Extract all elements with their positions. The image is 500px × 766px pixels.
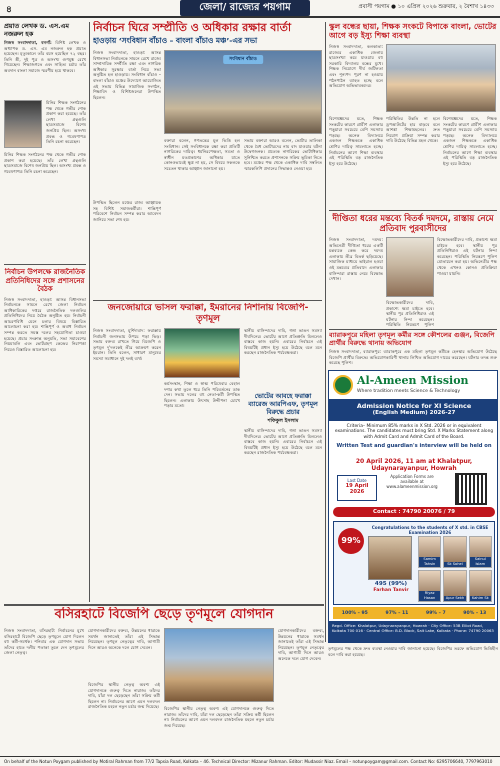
ad-student-name: Riyaz Hasan [419,591,440,601]
obituary-body [4,40,86,90]
obituary-portrait [4,100,42,148]
basirhat-photo [164,628,274,702]
school-photo [386,44,496,112]
lead-photo-banner: সংবিধান বাঁচাও [223,55,263,64]
school-body-col2: বিশেষজ্ঞদের মতে, শিক্ষক সংকটের কারণে গ্রামীণ এলাকার পড়ুয়ারা সবচেয়ে বেশি সমস্যায় পড়ছে। অনেক বিদ্যালয়ে একজন শিক্ষককে একাধিক শ্রেণির দায়িত্ব সামলাতে হচ্ছে। নির্বাচনের আগে শিক্ষা ব্যবস্থার এই পরিস্থিতি বড় রাজনৈতিক ইস্যু হয়ে উঠেছে। [329,116,383,166]
barrackpore-body-bottom: তৃণমূলের পক্ষ থেকে দ্রুত ব্যবস্থা নেওয়ার দাবি জানানো হয়েছে। বিজেপির তরফে অভিযোগ ভিত্তিহীন বলে দাবি করা হয়েছে। [328,646,498,657]
ad-form-info: Application Forms are available at www.alameenmission.org [386,474,438,489]
ad-notice-banner [329,399,498,421]
divider [329,329,497,330]
al-ameen-advertisement[interactable] [328,370,498,643]
divider [329,210,497,211]
basirhat-body-col2: যোগদানকারীদের বক্তব্য, উন্নয়নের ধারাকে সমর্থন জানাতেই তাঁরা এই সিদ্ধান্ত নিয়েছেন। তৃণমূল নেতৃত্বের দাবি, আগামী দিনে আরও অনেকে দলে যোগ দেবেন। [88,628,160,650]
ad-congrats: Congratulations to the students of X std. in CBSE Examination 2026 [371,525,489,535]
farakka-body-col1: নিজস্ব সংবাদদাতা, মুর্শিদাবাদ: ফরাক্কায় নির্বাচনী জনসভায় উপচে পড়া ভিড়। সভায় বক্তব্য রাখতে গিয়ে বিজেপি ও তৃণমূল দু'দলকেই তীব্র আক্রমণ করেন ইমরান। তিনি বলেন, সাধারণ মানুষের সমস্যা সমাধানে দুই দলই ব্যর্থ। [93,328,161,361]
basirhat-body-col1: নিজস্ব সংবাদদাতা, বসিরহাট: নির্বাচনের মুখে বসিরহাটে বিজেপি ছেড়ে তৃণমূলে যোগ দিলেন বহু কর্মী-সমর্থক। শনিবার এক যোগদান সভায় তাঁদের হাতে দলীয় পতাকা তুলে দেন তৃণমূলের জেলা নেতৃত্ব। [4,628,84,656]
imprint-footer: On behalf of the Notun Poygam published by Motiral Rahman from 77/2 Tapsia Road, Kolkata – 46. Technical Director: Mizanur Rahman. Editor: Mudassir Niaz. Email – notunpoygam@gmail.com. Contact No: 6295706640, 7797963010 [0,756,500,766]
dipti-body-col1: নিজস্ব সংবাদদাতা, দমদম: অভিনেত্রী দীপ্তিতা ধরের একটি মন্তব্যকে কেন্দ্র করে দমদম এলাকায় তীব্র বিতর্ক ছড়িয়েছে। সামাজিক মাধ্যমে ভাইরাল হওয়া ওই মন্তব্যের প্রতিবাদে এলাকার বাসিন্দারা রাস্তায় নেমে বিক্ষোভ দেখান। [329,237,383,282]
ad-student-grid [418,536,492,602]
lead-body-col2: বক্তারা বলেন, গণতন্ত্রের মূল ভিত্তি হল সংবিধান। সেই সংবিধানকে রক্ষা করা প্রতিটি নাগরিকের দায়িত্ব। ধর্মনিরপেক্ষতা, সমতা ও স্বাধীন মতপ্রকাশের অধিকার যাতে কোনওভাবেই ক্ষুণ্ণ না হয়, সে বিষয়ে সকলকে সচেতন থাকার আহ্বান জানানো হয়। [164,138,240,171]
divider [4,604,324,606]
lead-headline: নির্বাচন ঘিরে সম্প্রীতি ও অধিকার রক্ষার বার্তা [93,21,292,34]
ad-student-photo [418,570,441,602]
dipti-headline: দীপ্তিতা ধরের মন্তব্যে বিতর্ক দমদমে, রাস্তায় নেমে প্রতিবাদ পুরবাসীদের [332,213,494,234]
ad-tagline: Where tradition meets Science & Technology [357,389,461,394]
column-rule [325,22,326,642]
ad-test-date: 20 April 2026, 11 am at Khalatpur, Udaynarayanpur, Howrah [355,458,473,472]
ad-student-photo [418,536,441,568]
obituary-continued: মিনির শিক্ষক সংগঠনের পক্ষ থেকে গভীর শোক প্রকাশ করা হয়েছে। তাঁর লেখা গ্রন্থগুলি ছাত্রসমাজে বিশেষ জনপ্রিয় ছিল। অসংখ্য প্রবন্ধ ও গবেষণাপত্র তিনি রচনা করেছেন। [4,152,86,174]
ad-last-date: 19 April 2026 [345,483,369,495]
ad-result-percent: 99% [338,528,364,554]
dipti-body-col3: বিক্ষোভকারীদের দাবি, প্রকাশ্যে ক্ষমা চাইতে হবে। স্থানীয় পুর প্রতিনিধিরাও এই ঘটনার নিন্দা করেছেন। পরিস্থিতি নিয়ন্ত্রণে পুলিশ [386,300,434,327]
ad-student-photo [469,536,492,568]
divider [93,300,322,301]
dipti-photo [386,237,434,297]
basirhat-headline: বসিরহাটে বিজেপি ছেড়ে তৃণমূলে যোগদান [54,607,274,622]
lead-body-col1: নিজস্ব সংবাদদাতা, হাওড়া: আসন্ন বিধানসভা নির্বাচনকে সামনে রেখে রাজ্যে সাম্প্রদায়িক সম্প্রীতি রক্ষা এবং নাগরিক অধিকার সুরক্ষার বার্তা নিয়ে সভা অনুষ্ঠিত হল হাওড়ায়। সংবিধান বাঁচাও – বাংলা বাঁচাও মঞ্চের উদ্যোগে আয়োজিত এই সভায় বিভিন্ন সামাজিক সংগঠন, শিক্ষাবিদ ও বিশিষ্টজনেরা উপস্থিত ছিলেন। [93,50,161,100]
farakka-photo [164,328,240,378]
divider [4,264,86,265]
ad-test-info: Written Test and guardian's interview will be held on [336,443,492,449]
vote-campaign-box [244,392,322,528]
ad-notice-line1: Admission Notice for XI Science [356,402,472,410]
ad-mark-item: 99% – 7 [426,610,446,616]
ad-student-name: Sainul Islam [470,557,491,567]
qr-code-icon[interactable] [455,473,487,505]
election-meeting-article [4,268,86,600]
barrackpore-body: নিজস্ব সংবাদদাতা, ব্যারাকপুর: ব্যারাকপুরে এক মহিলা তৃণমূল কর্মীকে হেনস্থার অভিযোগ উঠেছে বিজেপি প্রার্থীর বিরুদ্ধে। অভিযোগকারিণী থানায় লিখিত অভিযোগ দায়ের করেছেন। ঘটনার তদন্ত শুরু করেছে পুলিশ। [329,349,497,366]
school-headline: স্কুল বন্ধের ছায়া, শিক্ষক সংকটে বিপাকে বাংলা, ভোটের আগে বড় ইস্যু শিক্ষা ব্যবস্থা [329,22,497,41]
obituary-article [4,22,86,262]
masthead [0,0,500,18]
lead-body-col1b: উপস্থিত ছিলেন মঞ্চের রাজ্য আহ্বায়ক সহ বিশিষ্ট সমাজকর্মীরা। শান্তিপূর্ণ পরিবেশে নির্বাচন সম্পন্ন করার আবেদন জানিয়ে সভা শেষ হয়। [93,200,161,222]
ad-topper-name: Farhan Tanvir [373,588,409,593]
dateline: প্রবাসী পয়গাম ● ১০ এপ্রিল ২০২৬ শুক্রবার, ২ বৈশাখ ১৪৩৩ [358,4,494,10]
ad-topper-photo [368,536,412,580]
ad-mark-item: 90% – 13 [463,610,487,616]
ad-address: Regd. Office: Khalatpur, Udaynarayanpur, Howrah · City Office: 53B Elliot Road, Kolkata 700 016 · Central Office: B.D. Block, Salt Lake, Kolkata · Phone: 74790 20063 [329,621,498,643]
ad-mark-item: 100% – 95 [341,610,368,616]
ad-student-name: Sk Sohel [444,562,465,567]
school-body-col1: নিজস্ব সংবাদদাতা, কলকাতা: রাজ্যের একাধিক জেলায় ছাত্রসংখ্যা কমে যাওয়ায় বহু সরকারি বিদ্যালয় বন্ধের মুখে। শিক্ষক নিয়োগে দীর্ঘ জটিলতা এবং শূন্যপদ পূরণ না হওয়ায় পঠনপাঠন ব্যাহত হচ্ছে বলে অভিযোগ অভিভাবকদের। [329,44,383,89]
obituary-side-text: মিনির শিক্ষক সংগঠনের পক্ষ থেকে গভীর শোক প্রকাশ করা হয়েছে। তাঁর লেখা গ্রন্থগুলি ছাত্রসমাজে বিশেষ জনপ্রিয় ছিল। অসংখ্য প্রবন্ধ ও গবেষণাপত্র তিনি রচনা করেছেন। [46,100,86,145]
vote-campaign-headline: ভোটের আবহে ফরাক্কা ব্যারেজ আরপিএফ, তৃণমূল বিরুদ্ধে প্রচার [248,392,318,416]
ad-student-name: Kahim Sk [470,596,491,601]
barrackpore-headline: ব্যারাকপুরে মহিলা তৃণমূল কর্মীর সঙ্গে কৌশলের গুঞ্জন, বিজেপি প্রার্থীর বিরুদ্ধে থানায় অভিযোগ [329,331,495,348]
ad-marks-strip [333,607,495,619]
ad-result-panel [333,521,495,605]
lead-subhead: হাওড়ায় ‘সংবিধান বাঁচাও – বাংলা বাঁচাও মঞ্চ’-এর সভা [93,36,258,45]
basirhat-body-col4: বিজেপির স্থানীয় নেতৃত্ব অবশ্য এই যোগদানকে গুরুত্ব দিতে নারাজ। তাঁদের দাবি, যাঁরা দল ছেড়েছেন তাঁরা সক্রিয় কর্মী ছিলেন না। নির্বাচনের আগে এমন দলবদল রাজনৈতিক মহলে নতুন চর্চার জন্ম দিয়েছে। [164,706,274,728]
dipti-body-col2: বিক্ষোভকারীদের দাবি, প্রকাশ্যে ক্ষমা চাইতে হবে। স্থানীয় পুর প্রতিনিধিরাও এই ঘটনার নিন্দা করেছেন। পরিস্থিতি নিয়ন্ত্রণে পুলিশ মোতায়েন করা হয়। অভিনেত্রীর পক্ষ থেকে এখনও কোনও প্রতিক্রিয়া পাওয়া যায়নি। [437,237,497,276]
vote-campaign-byline: শফিকুল ইসলাম [267,418,299,424]
election-meeting-body: নিজস্ব সংবাদদাতা, হাওড়া: আসন্ন বিধানসভা নির্বাচনকে সামনে রেখে জেলা নির্বাচন আধিকারিকের দপ্তরে রাজনৈতিক দলগুলির প্রতিনিধিদের নিয়ে বৈঠক অনুষ্ঠিত হয়। নির্বাচনী আচরণবিধি মেনে চলার বিষয়ে বিস্তারিত আলোচনা করা হয়। শান্তিপূর্ণ ও অবাধ নির্বাচন সম্পন্ন করতে সমস্ত দলের সহযোগিতা চাওয়া হয়েছে। প্রচার সংক্রান্ত অনুমতি, সভা সমাবেশের নিয়মাবলি এবং ভোটগ্রহণ কেন্দ্রের নিরাপত্তা নিয়েও বিস্তারিত আলোচনা হয়। [4,296,86,352]
obituary-dateline: নিজস্ব সংবাদদাতা, বনগাঁ: [4,40,52,45]
obituary-text: বিশিষ্ট লেখক ও অধ্যাপক ড. এস. এম নজরুল হক প্রয়াত হয়েছেন। মৃত্যুকালে তাঁর বয়স হয়েছিল ৭২ বছর। তিনি স্ত্রী, দুই পুত্র ও অসংখ্য গুণমুগ্ধ রেখে গিয়েছেন। শিক্ষাজগতে এবং সাহিত্য চর্চায় তাঁর অবদান বাংলা সমাজে স্মরণীয় হয়ে থাকবে। [4,40,86,73]
ad-last-date-box [337,475,377,501]
school-body-col4: বিশেষজ্ঞদের মতে, শিক্ষক সংকটের কারণে গ্রামীণ এলাকার পড়ুয়ারা সবচেয়ে বেশি সমস্যায় পড়ছে। অনেক বিদ্যালয়ে একজন শিক্ষককে একাধিক শ্রেণির দায়িত্ব সামলাতে হচ্ছে। নির্বাচনের আগে শিক্ষা ব্যবস্থার এই পরিস্থিতি বড় রাজনৈতিক ইস্যু হয়ে উঠেছে। [443,116,497,166]
column-rule [89,22,90,602]
ad-student-photo [443,536,466,568]
ad-mission-name: Al-Ameen Mission [357,374,469,387]
ad-student-photo [469,570,492,602]
page-number: ৪ [6,5,12,15]
lead-body-col3: সভায় বক্তারা আরও বলেন, ভোটার তালিকা থেকে বৈধ ভোটারদের নাম বাদ যাওয়ার ঘটনা উদ্বেগজনক। প্রত্যেক নাগরিকের ভোটাধিকার সুনিশ্চিত করতে প্রশাসনকে সক্রিয় ভূমিকা নিতে হবে। মঞ্চের পক্ষ থেকে একাধিক দাবি সম্বলিত স্মারকলিপি প্রদানের সিদ্ধান্তও নেওয়া হয়। [244,138,322,171]
farakka-headline: জনজোয়ারে ভাসল ফরাক্কা, ইমরানের নিশানায় বিজেপি-তৃণমূল [107,303,309,324]
basirhat-body-col3: বিজেপির স্থানীয় নেতৃত্ব অবশ্য এই যোগদানকে গুরুত্ব দিতে নারাজ। তাঁদের দাবি, যাঁরা দল ছেড়েছেন তাঁরা সক্রিয় কর্মী ছিলেন না। নির্বাচনের আগে এমন দলবদল রাজনৈতিক মহলে নতুন চর্চার জন্ম দিয়েছে। [88,682,160,710]
farakka-body-col2: কর্মসংস্থান, শিক্ষা ও স্বাস্থ্য পরিষেবার বেহাল দশার কথা তুলে ধরে তিনি পরিবর্তনের ডাক দেন। সভায় দলের বহু নেতা-কর্মী উপস্থিত ছিলেন। এলাকায় উৎসাহ উদ্দীপনা চোখে পড়ার মতো। [164,381,240,409]
ad-notice-line2: (English Medium) 2026-27 [372,410,456,416]
election-meeting-headline: নির্বাচন উপলক্ষে রাজনৈতিক প্রতিনিধিদের সঙ্গে প্রশাসনের বৈঠক [4,268,86,293]
ad-student-name: Apur Sekh [445,596,465,600]
ad-mark-item: 97% – 11 [385,610,409,616]
farakka-body-col3: স্থানীয় বাসিন্দাদের দাবি, গঙ্গা ভাঙন সমস্যা দীর্ঘদিনের। ভোটের আগে প্রতিশ্রুতি মিললেও বাস্তবে কাজ হয়নি। এবারের নির্বাচনে এই বিষয়টিই প্রধান ইস্যু হয়ে উঠেছে বলে মনে করছেন রাজনৈতিক পর্যবেক্ষকরা। [244,328,322,356]
mission-logo-icon [333,375,353,395]
ad-criteria: Criteria– Minimum 85% marks in X Std. 2026 or in equivalent examinations. The candidates must bring Std. X Marks Statement along with Admit Card and Admit Card of the Board. [334,424,494,440]
ad-contact: Contact : 74790 20076 / 79 [333,507,495,517]
ad-student-name: Samim Tahsin [419,557,440,567]
basirhat-body-col5: যোগদানকারীদের বক্তব্য, উন্নয়নের ধারাকে সমর্থন জানাতেই তাঁরা এই সিদ্ধান্ত নিয়েছেন। তৃণমূল নেতৃত্বের দাবি, আগামী দিনে আরও অনেকে দলে যোগ দেবেন। [278,628,324,661]
lead-photo [164,50,322,134]
section-title: জেলা/ রাজ্যের পয়গাম [180,0,310,16]
ad-last-date-label: Last Date [347,478,367,483]
ad-student-photo [443,570,466,602]
vote-campaign-body: স্থানীয় বাসিন্দাদের দাবি, গঙ্গা ভাঙন সমস্যা দীর্ঘদিনের। ভোটের আগে প্রতিশ্রুতি মিললেও বাস্তবে কাজ হয়নি। এবারের নির্বাচনে এই বিষয়টিই প্রধান ইস্যু হয়ে উঠেছে বলে মনে করছেন রাজনৈতিক পর্যবেক্ষকরা। [244,428,322,456]
school-body-col3: পরিস্থিতির উন্নতি না হলে ড্রপআউটের হার বাড়বে বলে আশঙ্কা শিক্ষামহলের। দ্রুত নিয়োগ প্রক্রিয়া সম্পন্ন করার দাবি উঠেছে বিভিন্ন মহল থেকে। [386,116,440,144]
obituary-headline: প্রয়াত লেখক ড. এস.এম নজরুল হক [4,22,69,38]
ad-topper-score: 495 (99%) [374,581,408,587]
